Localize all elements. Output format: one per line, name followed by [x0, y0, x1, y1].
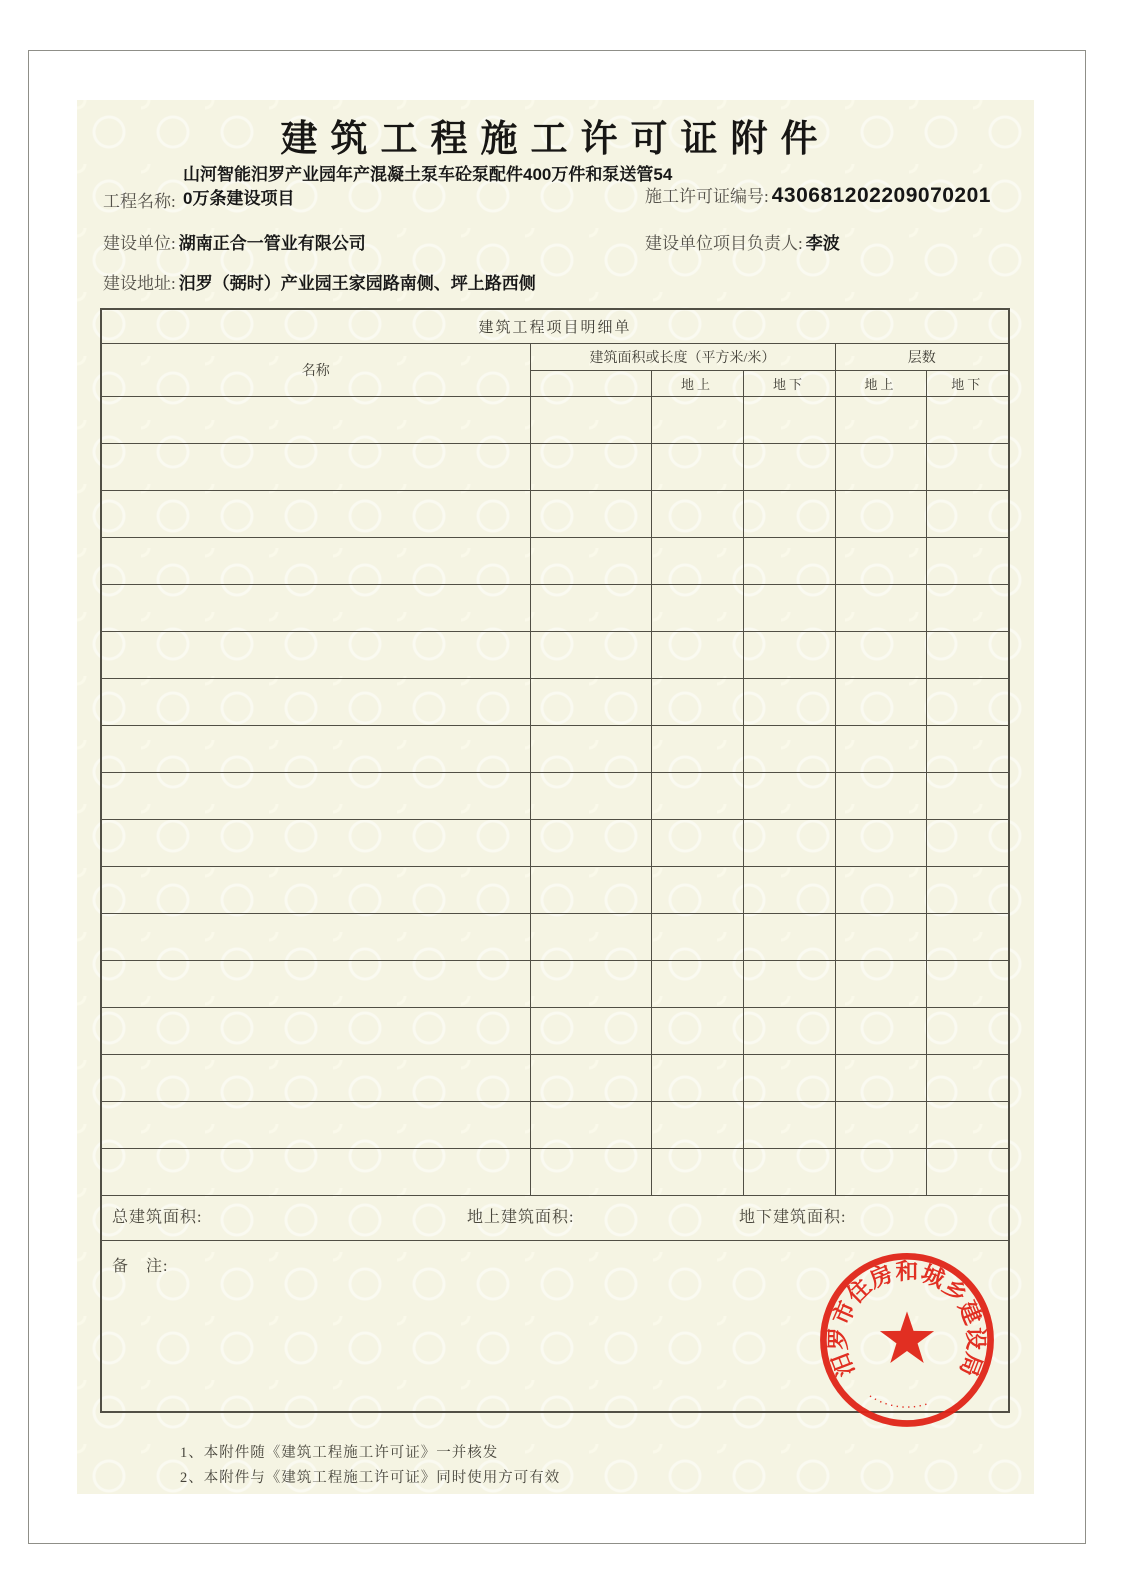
empty-cell: [101, 397, 530, 444]
table-row: [101, 726, 1009, 773]
empty-cell: [743, 397, 835, 444]
above-area-label: 地上建筑面积:: [467, 1209, 575, 1226]
empty-cell: [926, 397, 1009, 444]
empty-cell: [651, 773, 743, 820]
empty-cell: [530, 1102, 651, 1149]
address-label: 建设地址:: [103, 274, 176, 293]
empty-cell: [101, 444, 530, 491]
empty-cell: [835, 538, 926, 585]
table-caption: 建筑工程项目明细单: [101, 309, 1009, 344]
empty-cell: [835, 1008, 926, 1055]
project-name-line2: 0万条建设项目: [183, 189, 295, 208]
empty-cell: [651, 914, 743, 961]
empty-cell: [835, 397, 926, 444]
empty-cell: [743, 538, 835, 585]
permit-attachment-paper: [77, 100, 1034, 1494]
empty-cell: [651, 867, 743, 914]
empty-cell: [101, 1102, 530, 1149]
table-row: [101, 1055, 1009, 1102]
empty-cell: [101, 867, 530, 914]
empty-cell: [651, 444, 743, 491]
empty-cell: [101, 1008, 530, 1055]
empty-cell: [926, 1149, 1009, 1196]
empty-cell: [835, 444, 926, 491]
empty-cell: [530, 773, 651, 820]
empty-cell: [651, 538, 743, 585]
table-row: [101, 1102, 1009, 1149]
empty-cell: [651, 1102, 743, 1149]
empty-cell: [926, 867, 1009, 914]
empty-cell: [530, 961, 651, 1008]
table-row: [101, 491, 1009, 538]
empty-cell: [530, 632, 651, 679]
empty-cell: [835, 914, 926, 961]
seal-ring-text: 汨罗市住房和城乡建设局: [826, 1259, 989, 1380]
empty-cell: [926, 1102, 1009, 1149]
empty-cell: [743, 1055, 835, 1102]
empty-cell: [101, 1149, 530, 1196]
empty-cell: [651, 585, 743, 632]
empty-cell: [926, 773, 1009, 820]
empty-cell: [743, 679, 835, 726]
empty-cell: [743, 585, 835, 632]
table-row: [101, 961, 1009, 1008]
empty-cell: [101, 585, 530, 632]
empty-cell: [651, 961, 743, 1008]
empty-cell: [101, 538, 530, 585]
empty-cell: [530, 491, 651, 538]
empty-cell: [101, 961, 530, 1008]
empty-cell: [651, 491, 743, 538]
empty-cell: [835, 585, 926, 632]
empty-cell: [926, 820, 1009, 867]
empty-cell: [530, 1008, 651, 1055]
empty-cell: [530, 585, 651, 632]
col-header-name: 名称: [101, 344, 530, 397]
table-row: [101, 444, 1009, 491]
table-row: [101, 773, 1009, 820]
project-name-label: 工程名称:: [103, 192, 176, 211]
empty-cell: [530, 914, 651, 961]
empty-cell: [101, 726, 530, 773]
table-row: [101, 914, 1009, 961]
footer-note-1: 1、本附件随《建筑工程施工许可证》一并核发: [180, 1445, 499, 1461]
remark-label: 备 注:: [112, 1258, 169, 1275]
empty-cell: [530, 679, 651, 726]
empty-cell: [651, 632, 743, 679]
table-row: [101, 585, 1009, 632]
table-row: [101, 397, 1009, 444]
project-name-value: [183, 163, 683, 211]
builder-label: 建设单位:: [103, 234, 176, 253]
empty-cell: [101, 773, 530, 820]
table-row: [101, 632, 1009, 679]
empty-cell: [743, 773, 835, 820]
empty-cell: [651, 397, 743, 444]
empty-cell: [530, 726, 651, 773]
document-title: 建筑工程施工许可证附件: [280, 119, 831, 160]
col-header-floors-group: 层数: [835, 344, 1009, 371]
col-subheader-area-below: 地下: [743, 371, 835, 397]
empty-cell: [835, 867, 926, 914]
empty-cell: [926, 961, 1009, 1008]
empty-cell: [926, 538, 1009, 585]
totals-row: [101, 1196, 1009, 1241]
table-row: [101, 1149, 1009, 1196]
permit-no-value: 430681202209070201: [771, 184, 991, 207]
empty-cell: [926, 491, 1009, 538]
empty-cell: [926, 632, 1009, 679]
permit-no-label: 施工许可证编号:: [645, 187, 769, 206]
empty-cell: [530, 820, 651, 867]
empty-cell: [835, 1055, 926, 1102]
manager-label: 建设单位项目负责人:: [645, 234, 803, 253]
address-value: 汨罗（弼时）产业园王家园路南侧、坪上路西侧: [178, 274, 536, 293]
empty-cell: [835, 961, 926, 1008]
empty-cell: [651, 679, 743, 726]
empty-cell: [743, 444, 835, 491]
empty-cell: [101, 820, 530, 867]
empty-cell: [101, 914, 530, 961]
col-subheader-floors-above: 地上: [835, 371, 926, 397]
empty-cell: [926, 914, 1009, 961]
footer-note-2: 2、本附件与《建筑工程施工许可证》同时使用方可有效: [180, 1470, 561, 1486]
empty-cell: [530, 1149, 651, 1196]
empty-cell: [651, 1008, 743, 1055]
remark-cell: [101, 1241, 1009, 1413]
empty-cell: [743, 1149, 835, 1196]
table-row: [101, 538, 1009, 585]
empty-cell: [835, 726, 926, 773]
table-row: [101, 867, 1009, 914]
project-name-line1: 山河智能汨罗产业园年产混凝土泵车砼泵配件400万件和泵送管54: [183, 165, 673, 184]
empty-cell: [530, 867, 651, 914]
empty-cell: [101, 679, 530, 726]
empty-cell: [835, 820, 926, 867]
seal-code-arc: ···········: [866, 1391, 933, 1414]
empty-cell: [835, 632, 926, 679]
empty-cell: [743, 1102, 835, 1149]
below-area-label: 地下建筑面积:: [739, 1209, 847, 1226]
empty-cell: [743, 491, 835, 538]
empty-cell: [743, 632, 835, 679]
empty-cell: [651, 1149, 743, 1196]
empty-cell: [101, 491, 530, 538]
empty-cell: [835, 1149, 926, 1196]
col-subheader-floors-below: 地下: [926, 371, 1009, 397]
empty-cell: [743, 820, 835, 867]
empty-cell: [926, 1008, 1009, 1055]
empty-cell: [651, 726, 743, 773]
empty-cell: [926, 1055, 1009, 1102]
table-row: [101, 679, 1009, 726]
empty-cell: [926, 585, 1009, 632]
empty-cell: [743, 961, 835, 1008]
empty-cell: [743, 914, 835, 961]
empty-cell: [835, 1102, 926, 1149]
total-area-label: 总建筑面积:: [112, 1209, 203, 1226]
empty-cell: [926, 726, 1009, 773]
project-detail-table: [100, 308, 1010, 1413]
empty-cell: [101, 1055, 530, 1102]
footer-notes: [180, 1441, 560, 1491]
empty-cell: [743, 1008, 835, 1055]
col-subheader-blank: [530, 371, 651, 397]
col-subheader-area-above: 地上: [651, 371, 743, 397]
empty-cell: [530, 444, 651, 491]
col-header-area-group: 建筑面积或长度（平方米/米）: [530, 344, 835, 371]
empty-cell: [651, 820, 743, 867]
table-row: [101, 1008, 1009, 1055]
empty-cell: [530, 397, 651, 444]
table-body: [101, 397, 1009, 1196]
empty-cell: [835, 491, 926, 538]
empty-cell: [651, 1055, 743, 1102]
empty-cell: [835, 773, 926, 820]
empty-cell: [835, 679, 926, 726]
builder-value: 湖南正合一管业有限公司: [178, 234, 366, 253]
empty-cell: [743, 867, 835, 914]
manager-value: 李波: [805, 234, 840, 253]
empty-cell: [926, 679, 1009, 726]
empty-cell: [530, 538, 651, 585]
table-row: [101, 820, 1009, 867]
empty-cell: [530, 1055, 651, 1102]
empty-cell: [743, 726, 835, 773]
empty-cell: [101, 632, 530, 679]
empty-cell: [926, 444, 1009, 491]
